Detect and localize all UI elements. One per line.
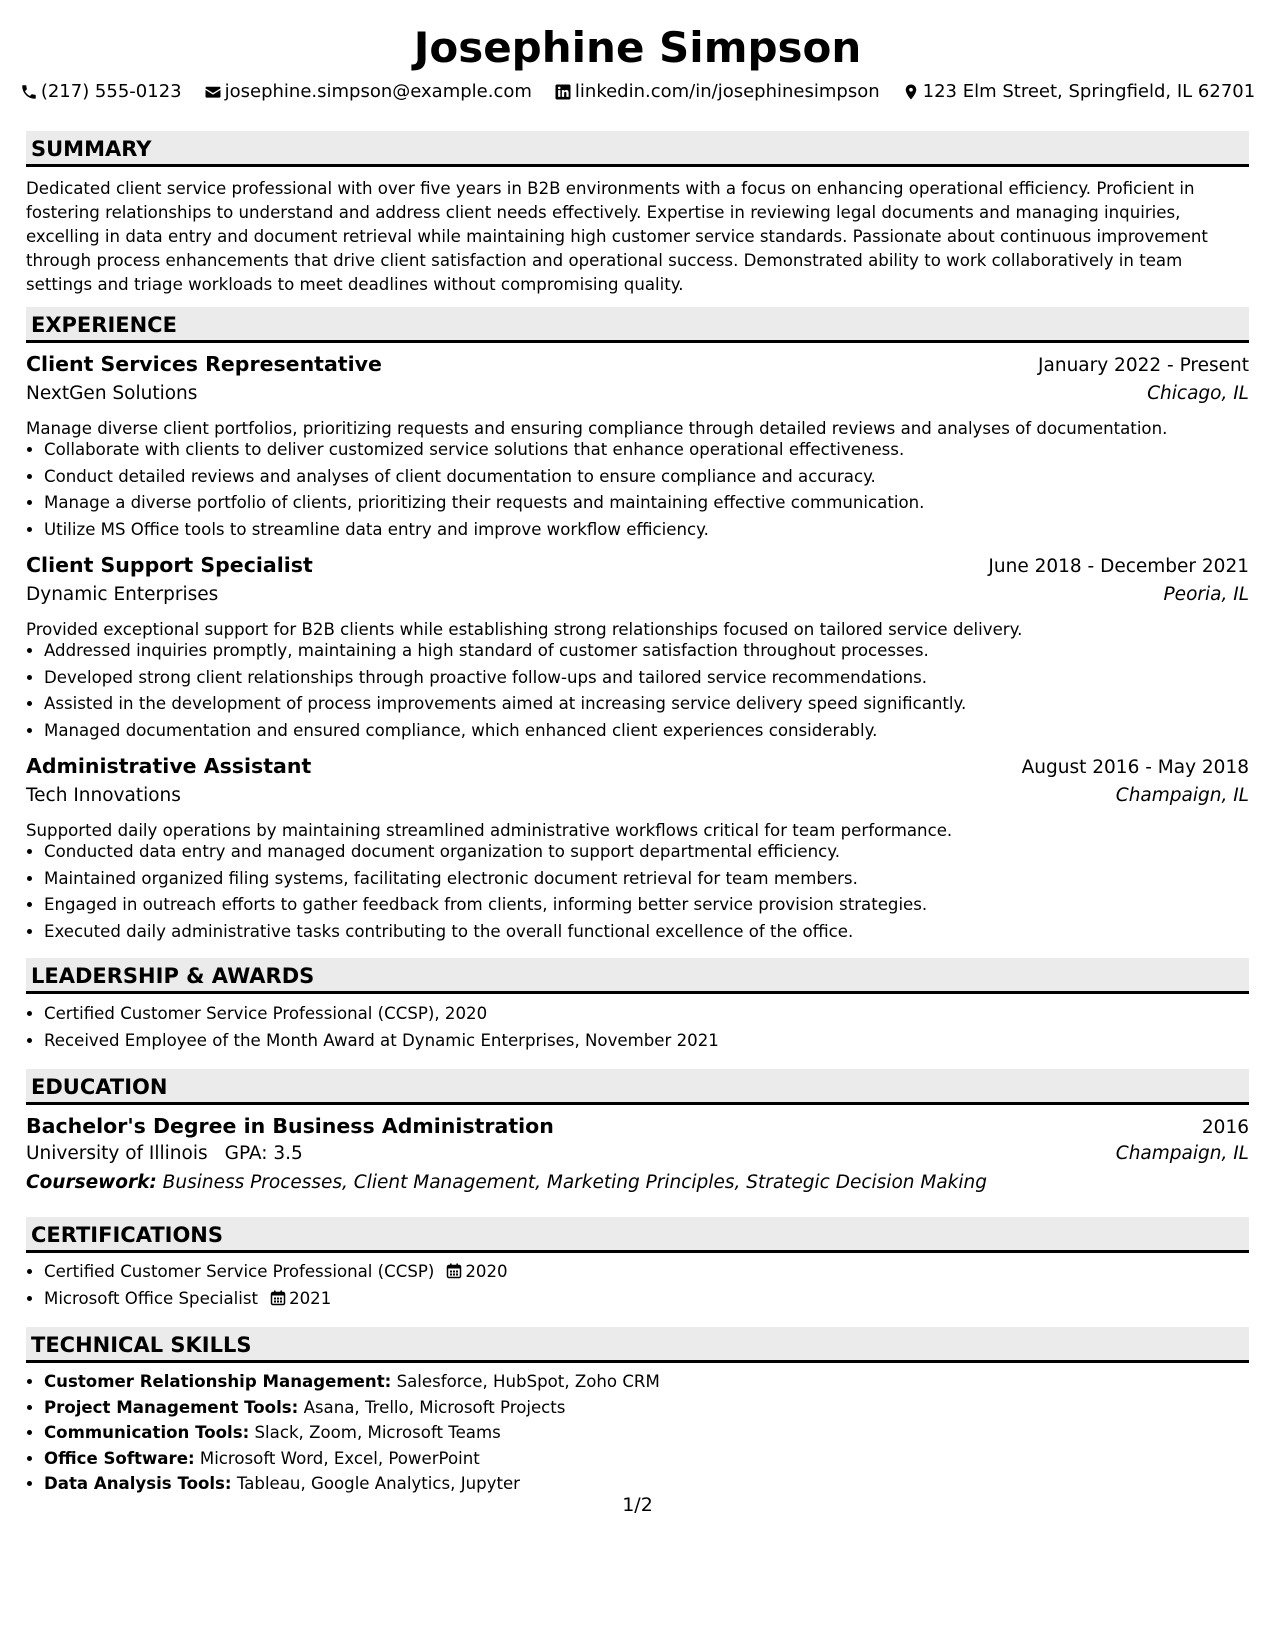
contact-phone[interactable] bbox=[20, 80, 182, 104]
linkedin-icon bbox=[554, 83, 572, 101]
cert-year: 2020 bbox=[465, 1262, 508, 1281]
education-header bbox=[26, 1112, 1249, 1142]
list-item bbox=[44, 1446, 1249, 1472]
resume-page bbox=[26, 0, 1256, 1650]
page-number: 1/2 bbox=[622, 1494, 653, 1516]
skill-value: Asana, Trello, Microsoft Projects bbox=[303, 1397, 566, 1417]
job-subheader bbox=[26, 582, 1249, 608]
company-name: Dynamic Enterprises bbox=[26, 584, 219, 605]
section-header-education bbox=[26, 1069, 1249, 1105]
job-header bbox=[26, 551, 1249, 581]
section-header-experience bbox=[26, 307, 1249, 343]
job-summary: Supported daily operations by maintaining streamlined administrative workflows critical for team performance. bbox=[26, 821, 953, 840]
contact-bar bbox=[26, 80, 1256, 104]
job-title: Client Services Representative bbox=[26, 352, 382, 376]
degree-title: Bachelor's Degree in Business Administration bbox=[26, 1114, 554, 1138]
section-header-summary bbox=[26, 131, 1249, 167]
coursework-list: Business Processes, Client Management, Marketing Principles, Strategic Decision Making bbox=[162, 1172, 987, 1193]
skill-value: Tableau, Google Analytics, Jupyter bbox=[236, 1474, 520, 1493]
list-item: • Collaborate with clients to deliver customized service solutions that enhance operational effectiveness. bbox=[44, 437, 1249, 464]
summary-line: settings and triage workloads to meet deadlines without compromising quality. bbox=[26, 275, 684, 294]
coursework-text bbox=[26, 1170, 987, 1196]
section-title: LEADERSHIP & AWARDS bbox=[31, 964, 315, 988]
envelope-icon bbox=[204, 83, 222, 101]
job-location: Chicago, IL bbox=[1147, 383, 1249, 404]
job-summary: Manage diverse client portfolios, prioritizing requests and ensuring compliance through detailed reviews and analyses of documentation. bbox=[26, 419, 1168, 438]
summary-line: Dedicated client service professional with over five years in B2B environments with a focus on enhancing operational efficiency. Proficient in bbox=[26, 179, 1195, 198]
job-header bbox=[26, 350, 1249, 380]
company-name: Tech Innovations bbox=[26, 785, 181, 806]
section-title: TECHNICAL SKILLS bbox=[31, 1333, 252, 1357]
job-bullets bbox=[26, 437, 1249, 543]
list-item: • Engaged in outreach efforts to gather feedback from clients, informing better service provision strategies. bbox=[44, 892, 1249, 919]
section-header-technical-skills bbox=[26, 1327, 1249, 1363]
section-header-certifications bbox=[26, 1217, 1249, 1253]
skill-value: Salesforce, HubSpot, Zoho CRM bbox=[396, 1372, 660, 1391]
job-subheader bbox=[26, 783, 1249, 809]
gpa: GPA: 3.5 bbox=[224, 1143, 303, 1164]
list-item: • Maintained organized filing systems, facilitating electronic document retrieval for team members. bbox=[44, 866, 1249, 893]
job-header bbox=[26, 752, 1249, 782]
list-item bbox=[44, 1259, 1249, 1286]
job-title: Client Support Specialist bbox=[26, 553, 313, 577]
contact-email[interactable] bbox=[204, 80, 532, 104]
company-name: NextGen Solutions bbox=[26, 383, 198, 404]
job-dates: August 2016 - May 2018 bbox=[1021, 757, 1249, 778]
section-header-awards bbox=[26, 958, 1249, 994]
skills-list bbox=[26, 1369, 1249, 1497]
job-summary: Provided exceptional support for B2B clients while establishing strong relationships focused on tailored service delivery. bbox=[26, 620, 1023, 639]
section-title: EXPERIENCE bbox=[31, 313, 177, 337]
job-dates: January 2022 - Present bbox=[1038, 355, 1249, 376]
list-item bbox=[44, 1369, 1249, 1395]
section-title: EDUCATION bbox=[31, 1075, 168, 1099]
job-location: Peoria, IL bbox=[1163, 584, 1249, 605]
list-item bbox=[44, 1395, 1249, 1421]
list-item: • Addressed inquiries promptly, maintaining a high standard of customer satisfaction throughout processes. bbox=[44, 638, 1249, 665]
skill-label: Data Analysis Tools: bbox=[44, 1474, 232, 1493]
list-item: • Executed daily administrative tasks contributing to the overall functional excellence of the office. bbox=[44, 919, 1249, 946]
contact-address bbox=[902, 80, 1256, 104]
list-item: • Manage a diverse portfolio of clients, prioritizing their requests and maintaining effective communication. bbox=[44, 490, 1249, 517]
address-text: 123 Elm Street, Springfield, IL 62701 bbox=[922, 81, 1256, 102]
skill-value: Slack, Zoom, Microsoft Teams bbox=[254, 1423, 501, 1442]
calendar-icon bbox=[446, 1263, 462, 1279]
list-item bbox=[44, 1286, 1249, 1313]
skill-label: Customer Relationship Management: bbox=[44, 1372, 392, 1391]
skill-value: Microsoft Word, Excel, PowerPoint bbox=[199, 1448, 480, 1468]
skill-label: Office Software: bbox=[44, 1448, 195, 1468]
school-info bbox=[26, 1141, 303, 1167]
phone-icon bbox=[20, 83, 38, 101]
list-item: • Developed strong client relationships through proactive follow-ups and tailored service recommendations. bbox=[44, 665, 1249, 692]
section-title: CERTIFICATIONS bbox=[31, 1223, 224, 1247]
summary-line: excelling in data entry and document retrieval while maintaining high customer service standards. Passionate about continuous improvement bbox=[26, 227, 1208, 246]
school-name: University of Illinois bbox=[26, 1143, 208, 1164]
list-item bbox=[44, 1420, 1249, 1446]
job-bullets bbox=[26, 839, 1249, 945]
section-title: SUMMARY bbox=[31, 137, 152, 161]
linkedin-text: linkedin.com/in/josephinesimpson bbox=[574, 81, 880, 102]
coursework-label: Coursework: bbox=[26, 1172, 157, 1193]
list-item: • Managed documentation and ensured compliance, which enhanced client experiences considerably. bbox=[44, 718, 1249, 745]
awards-list bbox=[26, 1001, 1249, 1054]
email-text: josephine.simpson@example.com bbox=[224, 81, 532, 102]
list-item: • Assisted in the development of process improvements aimed at increasing service delivery speed significantly. bbox=[44, 691, 1249, 718]
phone-text: (217) 555-0123 bbox=[40, 81, 182, 102]
summary-line: through process enhancements that drive client satisfaction and operational success. Demonstrated ability to work collaboratively in team bbox=[26, 251, 1183, 270]
skill-label: Communication Tools: bbox=[44, 1423, 250, 1442]
education-subheader bbox=[26, 1141, 1249, 1167]
contact-linkedin[interactable] bbox=[554, 80, 880, 104]
job-subheader bbox=[26, 381, 1249, 407]
cert-name: Certified Customer Service Professional (CCSP) bbox=[44, 1262, 435, 1281]
job-title: Administrative Assistant bbox=[26, 754, 312, 778]
school-location: Champaign, IL bbox=[1115, 1143, 1249, 1164]
map-pin-icon bbox=[902, 83, 920, 101]
list-item: • Conducted data entry and managed document organization to support departmental efficiency. bbox=[44, 839, 1249, 866]
list-item: • Utilize MS Office tools to streamline data entry and improve workflow efficiency. bbox=[44, 517, 1249, 544]
job-location: Champaign, IL bbox=[1115, 785, 1249, 806]
calendar-icon bbox=[270, 1290, 286, 1306]
list-item: • Received Employee of the Month Award at Dynamic Enterprises, November 2021 bbox=[44, 1028, 1249, 1055]
job-bullets bbox=[26, 638, 1249, 744]
candidate-name: Josephine Simpson bbox=[413, 23, 862, 72]
cert-name: Microsoft Office Specialist bbox=[44, 1288, 259, 1308]
certifications-list bbox=[26, 1259, 1249, 1312]
job-dates: June 2018 - December 2021 bbox=[988, 556, 1249, 577]
list-item: • Conduct detailed reviews and analyses of client documentation to ensure compliance and accuracy. bbox=[44, 464, 1249, 491]
list-item: • Certified Customer Service Professional (CCSP), 2020 bbox=[44, 1001, 1249, 1028]
cert-year: 2021 bbox=[289, 1288, 332, 1308]
graduation-year: 2016 bbox=[1201, 1117, 1249, 1138]
summary-line: fostering relationships to understand and address client needs effectively. Expertise in reviewing legal documents and managing inquiries, bbox=[26, 203, 1181, 222]
coursework bbox=[26, 1170, 1249, 1196]
skill-label: Project Management Tools: bbox=[44, 1397, 299, 1417]
